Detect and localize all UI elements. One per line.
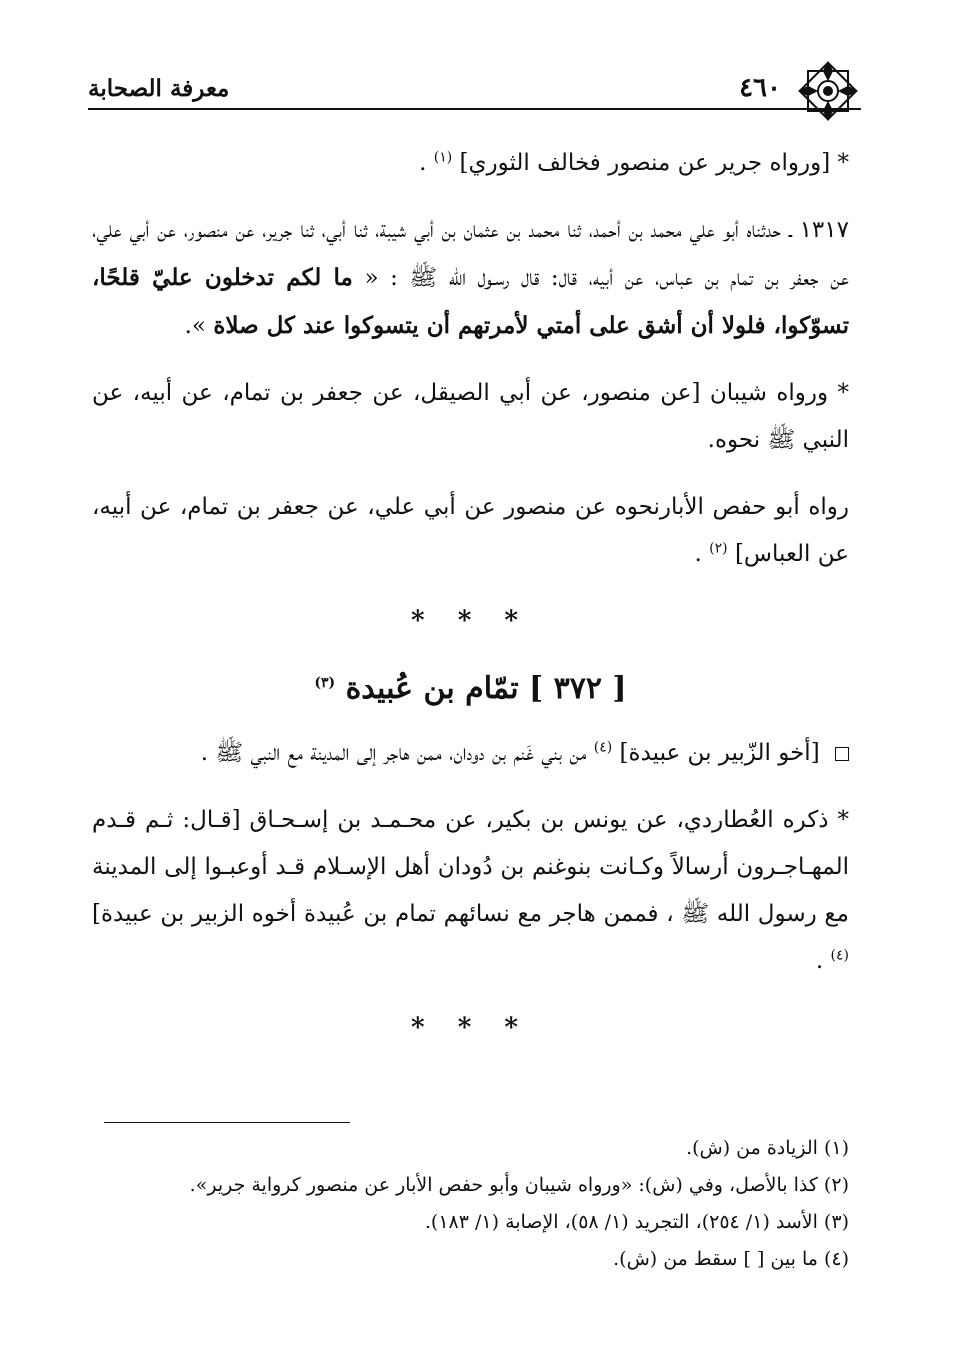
- heading-text: [ ٣٧٢ ] تمّام بن عُبيدة: [345, 671, 627, 706]
- ornament-icon: [795, 58, 861, 124]
- footnotes: [104, 1130, 849, 1278]
- paragraph-text: * ورواه شيبان [عن منصور، عن أبي الصيقل، عن جعفر بن تمام، عن أبيه، عن النبي ﷺ نحوه.: [92, 380, 849, 453]
- paragraph-3: [92, 370, 849, 464]
- paragraph-5: [92, 730, 849, 777]
- square-bullet-icon: [835, 747, 849, 761]
- footnote-1: (١) الزيادة من (ش).: [686, 1137, 849, 1159]
- section-separator: * * *: [411, 1013, 530, 1043]
- footnote-rule: [104, 1122, 350, 1123]
- paragraph-text: [أخو الزّبير بن عبيدة]: [619, 740, 820, 766]
- section-heading: [92, 665, 849, 712]
- paragraph-text: * ذكره العُطاردي، عن يونس بن بكير، عن محـمـد بن إسـحـاق [قـال: ثـم قـدم المهـاجـرون أرسالاً وكـانت بنوغنم بن دُودان أهل الإسـلام قـد أوعبـوا إلى المدينة مع رسول الله ﷺ ، فممن هاجر مع نسائهم تمام بن عُبيدة أخوه الزبير بن عبيدة]: [92, 807, 849, 927]
- paragraph-text: رواه أبو حفص الأبارنحوه عن منصور عن أبي علي، عن جعفر بن تمام، عن أبيه، عن العباس]: [92, 494, 849, 567]
- paragraph-end: .: [694, 541, 702, 567]
- footnote-reference: (٤): [593, 739, 613, 756]
- paragraph-end: .: [419, 150, 427, 176]
- footnote-4: (٤) ما بين [ ] سقط من (ش).: [613, 1248, 849, 1270]
- footnote-3: (٣) الأسد (١/ ٢٥٤)، التجريد (١/ ٥٨)، الإصابة (١/ ١٨٣).: [424, 1211, 849, 1233]
- footnote-reference: (١): [433, 149, 453, 166]
- paragraph-text: ١٣١٧ ـ حدثناه أبو علي محمد بن أحمد، ثنا محمد بن عثمان بن أبي شيبة، ثنا أبي، ثنا جرير، عن منصور، عن أبي علي، عن جعفر بن تمام بن عباس، عن أبيه، قال: قال رسـول الله ﷺ : «: [92, 217, 849, 291]
- paragraph-6: [92, 797, 849, 985]
- running-title: معرفة الصحابة: [88, 75, 230, 102]
- section-separator: * * *: [411, 606, 530, 636]
- paragraph-end: ».: [184, 313, 206, 339]
- footnote-2: (٢) كذا بالأصل، وفي (ش): «ورواه شيبان وأبو حفص الأبار عن منصور كرواية جرير».: [189, 1174, 849, 1196]
- footnote-reference: (٣): [314, 675, 336, 691]
- main-text: [92, 140, 849, 1072]
- paragraph-end: .: [815, 948, 824, 974]
- paragraph-text: [ورواه جرير عن منصور فخالف الثوري]: [459, 150, 831, 176]
- paragraph-1: [92, 140, 849, 187]
- header-rule: [88, 108, 861, 110]
- paragraph-2: [92, 207, 849, 350]
- footnote-reference: (٢): [709, 540, 728, 557]
- paragraph-4: [92, 484, 849, 578]
- bullet-marker: *: [837, 150, 849, 176]
- page-number: ٤٦٠: [739, 73, 781, 103]
- hadith-text: ما لكم تدخلون عليّ قلحًا، تسوّكوا، فلولا أن أشق على أمتي لأمرتهم أن يتسوكوا عند كل صلاة: [92, 264, 849, 339]
- footnote-reference: (٤): [830, 947, 849, 964]
- paragraph-text-continued: من بني غَنم بن دودان، ممن هاجر إلى المدينة مع النبي ﷺ .: [200, 740, 587, 766]
